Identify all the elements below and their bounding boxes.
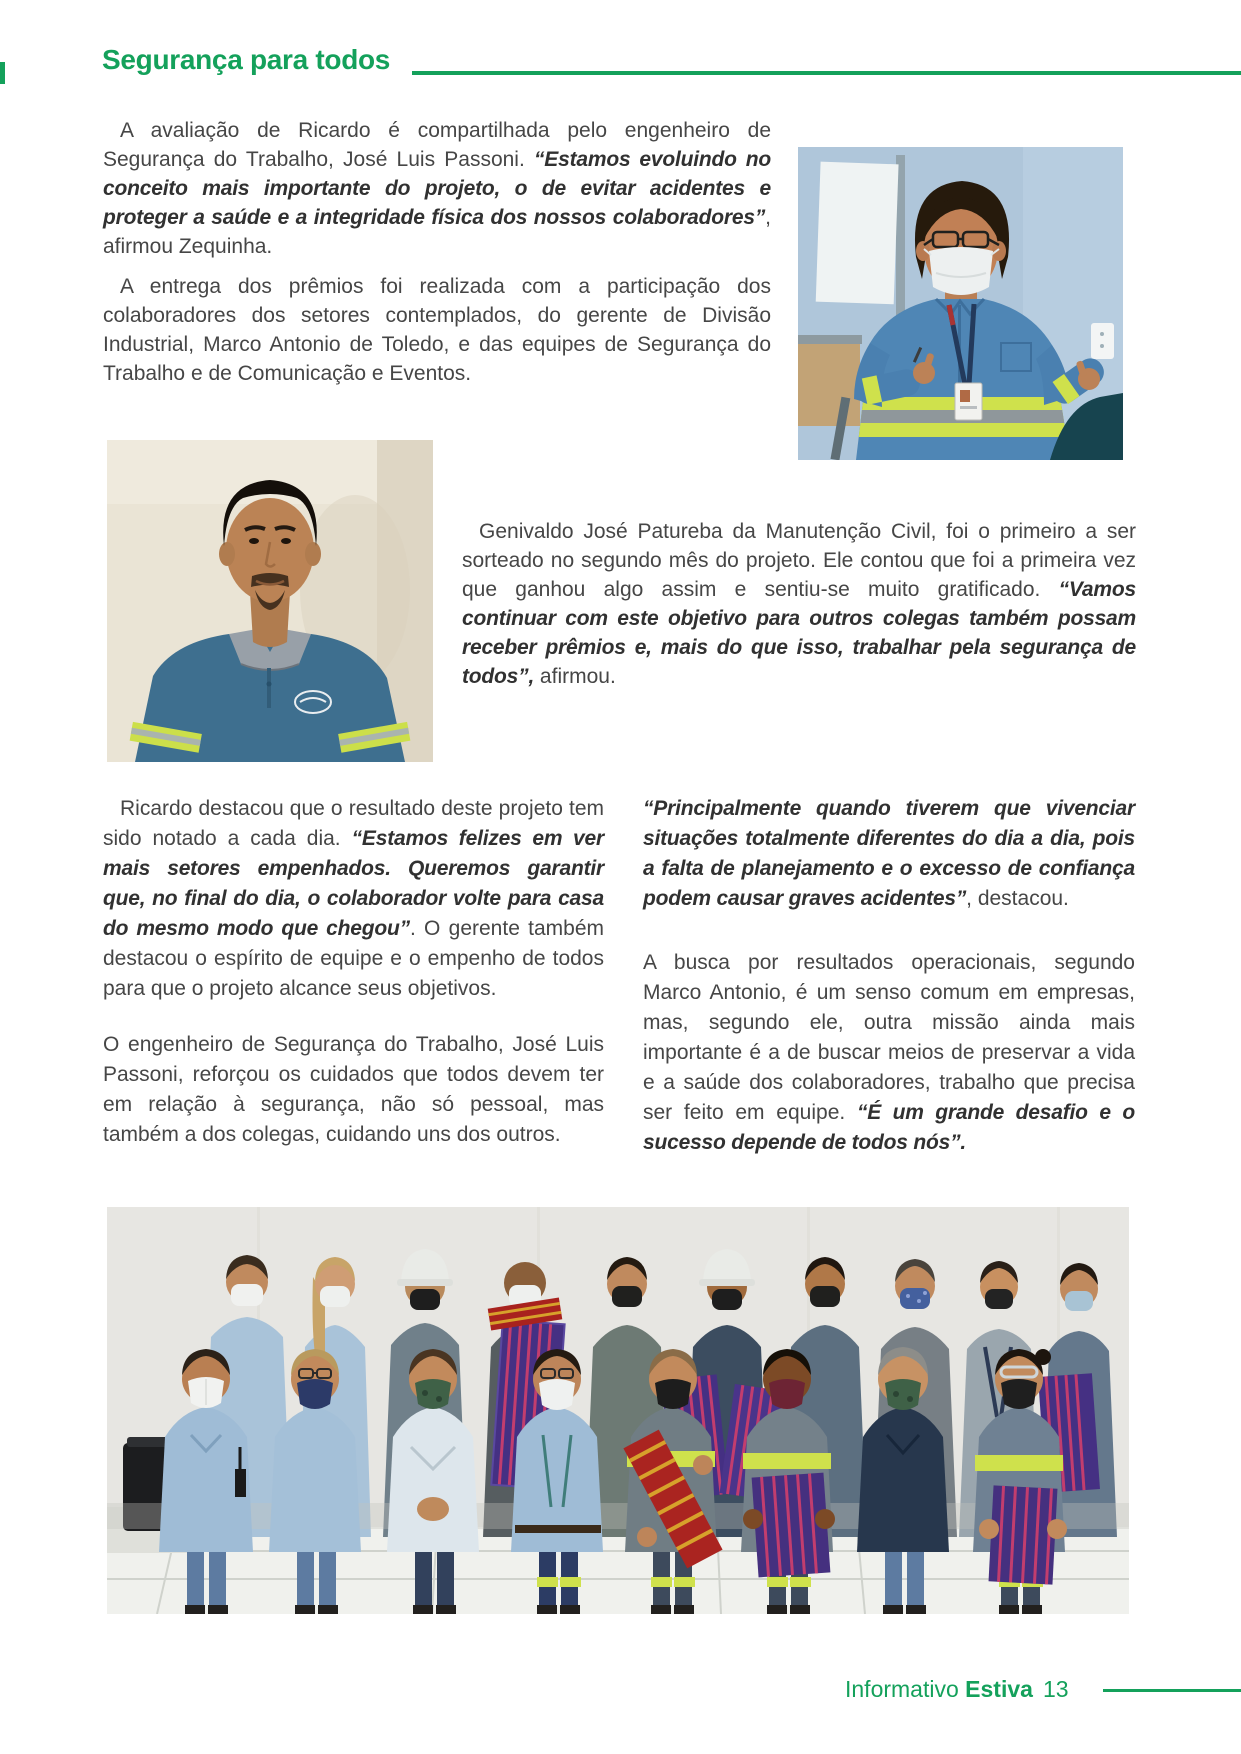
paragraph-engenheiro: O engenheiro de Segurança do Trabalho, José Luis Passoni, reforçou os cuidados que todos devem ter em relação à segurança, não só pessoal, mas também a dos colegas, cuidando uns dos outros. xyxy=(103,1033,604,1146)
photo-group-award-ceremony xyxy=(107,1207,1129,1614)
header-rule xyxy=(412,71,1241,75)
paragraph-ricardo: Ricardo destacou que o resultado deste projeto tem sido notado a cada dia. “Estamos felizes em ver mais setores empenhados. Queremos garantir que, no final do dia, o colaborador volte para casa do mesmo modo que chegou”. O gerente também destacou o espírito de equipe e o empenho de todos para que o projeto alcance seus objetivos. xyxy=(103,797,604,1000)
footer-rule xyxy=(1103,1689,1241,1692)
photo-masked-speaker-graphic xyxy=(798,147,1123,460)
footer-publication-name: Informativo xyxy=(845,1676,959,1702)
photo-genivaldo-portrait xyxy=(107,440,433,762)
paragraph-intro: A avaliação de Ricardo é compartilhada pelo engenheiro de Segurança do Trabalho, José Luis Passoni. “Estamos evoluindo no conceito mais importante do projeto, o de evitar acidentes e proteger a saúde e a integridade física dos nossos colaboradores”, afirmou Zequinha. xyxy=(103,119,771,258)
footer-publication xyxy=(845,1676,1033,1703)
photo-masked-speaker xyxy=(798,147,1123,460)
paragraph-busca-resultados: A busca por resultados operacionais, segundo Marco Antonio, é um senso comum em empresas, mas, segundo ele, outra missão ainda mais importante é a de buscar meios de preservar a vida e a saúde dos colaboradores, trabalho que precisa ser feito em equipe. “É um grande desafio e o sucesso depende de todos nós”. xyxy=(643,951,1135,1154)
footer-brand: Estiva xyxy=(965,1676,1033,1702)
page-edge-mark xyxy=(0,62,5,84)
section-title: Segurança para todos xyxy=(102,44,391,75)
paragraph-genivaldo: Genivaldo José Patureba da Manutenção Civil, foi o primeiro a ser sorteado no segundo mês do projeto. Ele contou que foi a primeira vez que ganhou algo assim e sentiu-se muito gratificado. “Vamos continuar com este objetivo para outros colegas também possam receber prêmios e, mais do que isso, trabalhar pela segurança de todos”, afirmou. xyxy=(462,520,1136,688)
photo-genivaldo-portrait-graphic xyxy=(107,440,433,762)
page-number: 13 xyxy=(1043,1676,1069,1702)
paragraph-premios: A entrega dos prêmios foi realizada com a participação dos colaboradores dos setores contemplados, do gerente de Divisão Industrial, Marco Antonio de Toledo, e das equipes de Segurança do Trabalho e de Comunicação e Eventos. xyxy=(103,275,771,385)
photo-group-graphic xyxy=(107,1207,1129,1614)
paragraph-quote-principalmente: “Principalmente quando tiverem que vivenciar situações totalmente diferentes do dia a dia, pois a falta de planejamento e o excesso de confiança podem causar graves acidentes”, destacou. xyxy=(643,797,1135,910)
